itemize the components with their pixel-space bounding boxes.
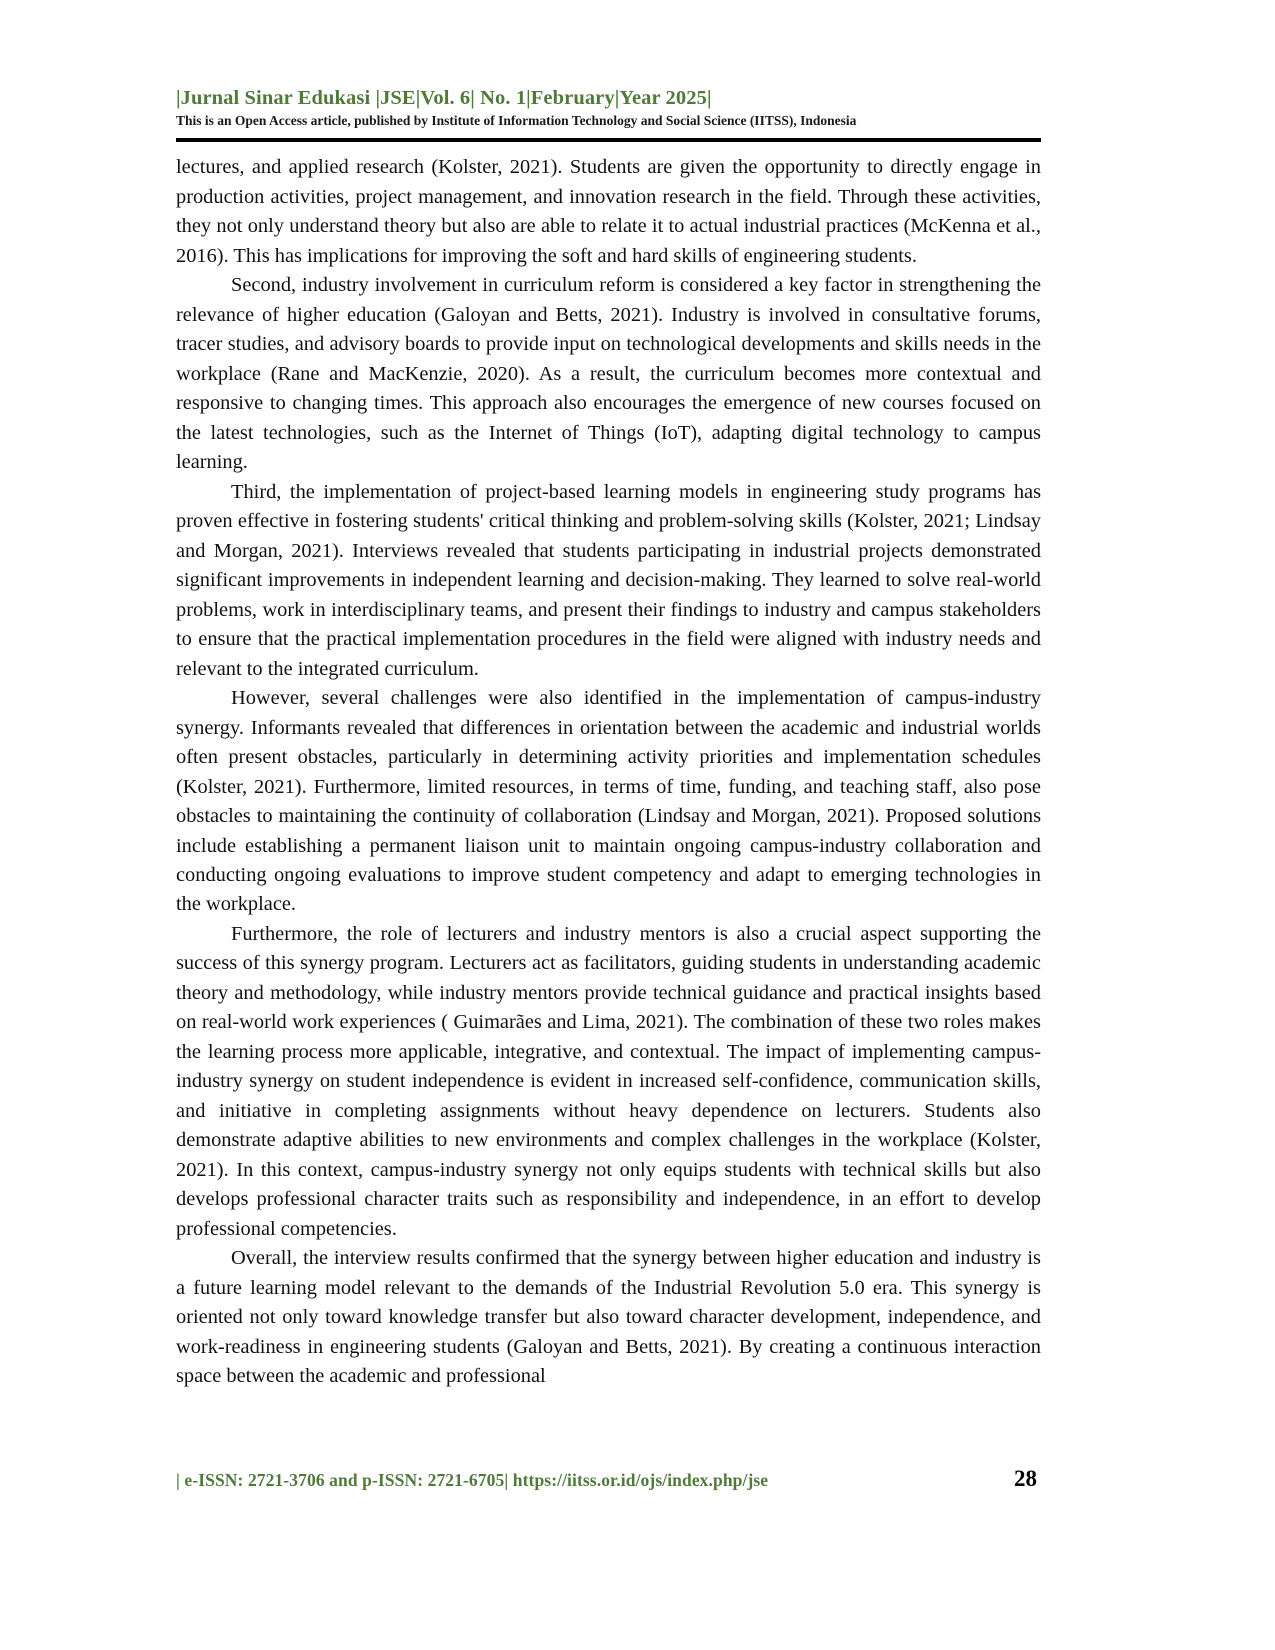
page-number: 28 (1014, 1466, 1037, 1491)
page-footer (176, 1466, 1041, 1492)
body-paragraph: Second, industry involvement in curriculum reform is considered a key factor in strengthening the relevance of higher education (Galoyan and Betts, 2021). Industry is involved in consultative forums, tracer studies, and advisory boards to provide input on technological developments and skills needs in the workplace (Rane and MacKenzie, 2020). As a result, the curriculum becomes more contextual and responsive to changing times. This approach also encourages the emergence of new courses focused on the latest technologies, such as the Internet of Things (IoT), adapting digital technology to campus learning. (176, 274, 1041, 474)
body-paragraph: However, several challenges were also identified in the implementation of campus-industry synergy. Informants revealed that differences in orientation between the academic and industrial worlds often present obstacles, particularly in determining activity priorities and implementation schedules (Kolster, 2021). Furthermore, limited resources, in terms of time, funding, and teaching staff, also pose obstacles to maintaining the continuity of collaboration (Lindsay and Morgan, 2021). Proposed solutions include establishing a permanent liaison unit to maintain ongoing campus-industry collaboration and conducting ongoing evaluations to improve student competency and adapt to emerging technologies in the workplace. (176, 687, 1041, 916)
open-access-statement: This is an Open Access article, published by Institute of Information Technology and Social Science (IITSS), Indonesia (176, 113, 857, 129)
journal-issue-line: |Jurnal Sinar Edukasi |JSE|Vol. 6| No. 1|February|Year 2025| (176, 87, 712, 109)
article-body (176, 153, 1041, 1391)
page-content-column (176, 86, 1041, 1392)
header-divider (176, 138, 1041, 142)
running-head (176, 86, 1041, 142)
footer-issn-and-url[interactable]: | e-ISSN: 2721-3706 and p-ISSN: 2721-6705| https://iitss.or.id/ojs/index.php/jse (176, 1470, 769, 1490)
body-paragraph: Overall, the interview results confirmed that the synergy between higher education and industry is a future learning model relevant to the demands of the Industrial Revolution 5.0 era. This synergy is oriented not only toward knowledge transfer but also toward character development, independence, and work-readiness in engineering students (Galoyan and Betts, 2021). By creating a continuous interaction space between the academic and professional (176, 1247, 1041, 1388)
body-paragraph: Third, the implementation of project-based learning models in engineering study programs has proven effective in fostering students' critical thinking and problem-solving skills (Kolster, 2021; Lindsay and Morgan, 2021). Interviews revealed that students participating in industrial projects demonstrated significant improvements in independent learning and decision-making. They learned to solve real-world problems, work in interdisciplinary teams, and present their findings to industry and campus stakeholders to ensure that the practical implementation procedures in the field were aligned with industry needs and relevant to the integrated curriculum. (176, 480, 1041, 680)
body-paragraph: Furthermore, the role of lecturers and industry mentors is also a crucial aspect supporting the success of this synergy program. Lecturers act as facilitators, guiding students in understanding academic theory and methodology, while industry mentors provide technical guidance and practical insights based on real-world work experiences ( Guimarães and Lima, 2021). The combination of these two roles makes the learning process more applicable, integrative, and contextual. The impact of implementing campus-industry synergy on student independence is evident in increased self-confidence, communication skills, and initiative in completing assignments without heavy dependence on lecturers. Students also demonstrate adaptive abilities to new environments and complex challenges in the workplace (Kolster, 2021). In this context, campus-industry synergy not only equips students with technical skills but also develops professional character traits such as responsibility and independence, in an effort to develop professional competencies. (176, 922, 1041, 1240)
body-paragraph: lectures, and applied research (Kolster, 2021). Students are given the opportunity to directly engage in production activities, project management, and innovation research in the field. Through these activities, they not only understand theory but also are able to relate it to actual industrial practices (McKenna et al., 2016). This has implications for improving the soft and hard skills of engineering students. (176, 156, 1041, 267)
